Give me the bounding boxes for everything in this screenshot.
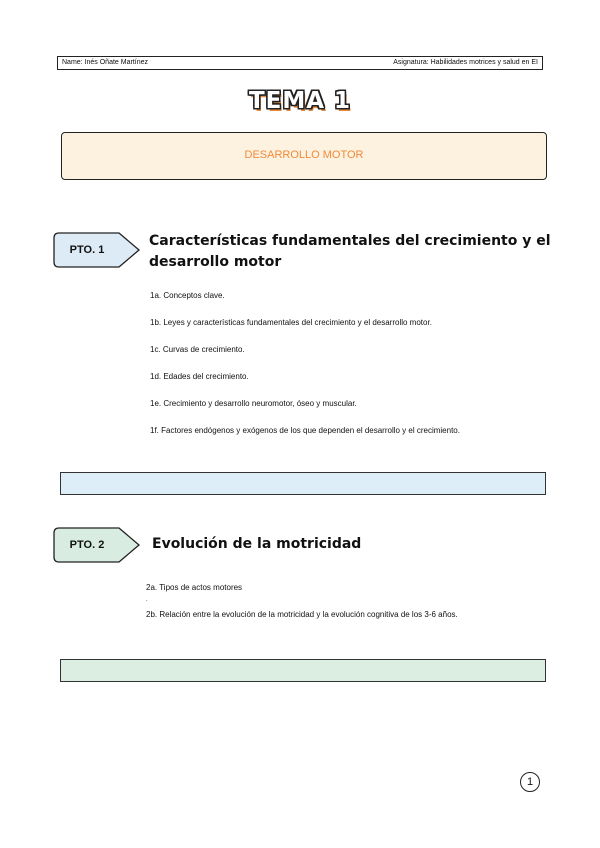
section-1-badge-label: PTO. 1 (69, 244, 105, 256)
section-1-item-1f: 1f. Factores endógenos y exógenos de los que dependen el desarrollo y el crecimiento. (150, 426, 460, 435)
section-2-item-2b: 2b. Relación entre la evolución de la motricidad y la evolución cognitiva de los 3-6 años. (146, 610, 458, 619)
section-2-title-line1: Evolución de la motricidad (152, 536, 362, 552)
section-1-item-1e: 1e. Crecimiento y desarrollo neuromotor, óseo y muscular. (150, 399, 357, 408)
section-2-badge (51, 525, 143, 565)
section-1-item-1c: 1c. Curvas de crecimiento. (150, 345, 245, 354)
section-1-title (149, 231, 551, 273)
subject-name: Asignatura: Habilidades motrices y salud en EI (393, 59, 538, 66)
author-name: Name: Inés Oñate Martínez (62, 59, 148, 66)
section-2-title (152, 534, 361, 555)
section-1-band (60, 472, 546, 495)
section-1-item-1d: 1d. Edades del crecimiento. (150, 372, 249, 381)
section-1-title-line2: desarrollo motor (149, 254, 282, 270)
topic-box (61, 132, 547, 180)
section-2-dot: . (146, 597, 148, 603)
section-1-item-1b: 1b. Leyes y características fundamentales del crecimiento y el desarrollo motor. (150, 318, 432, 327)
page-title: TEMA 1 (248, 88, 352, 114)
section-1-title-line1: Características fundamentales del crecimiento y el (149, 233, 551, 249)
section-1-badge (51, 230, 143, 270)
header-box (57, 56, 543, 70)
topic-label: DESARROLLO MOTOR (244, 149, 364, 161)
section-1-item-1a: 1a. Conceptos clave. (150, 291, 225, 300)
section-2-item-2a: 2a. Tipos de actos motores (146, 583, 243, 592)
section-2-band (60, 659, 546, 682)
page-number: 1 (520, 772, 540, 792)
section-2-badge-label: PTO. 2 (69, 539, 105, 551)
